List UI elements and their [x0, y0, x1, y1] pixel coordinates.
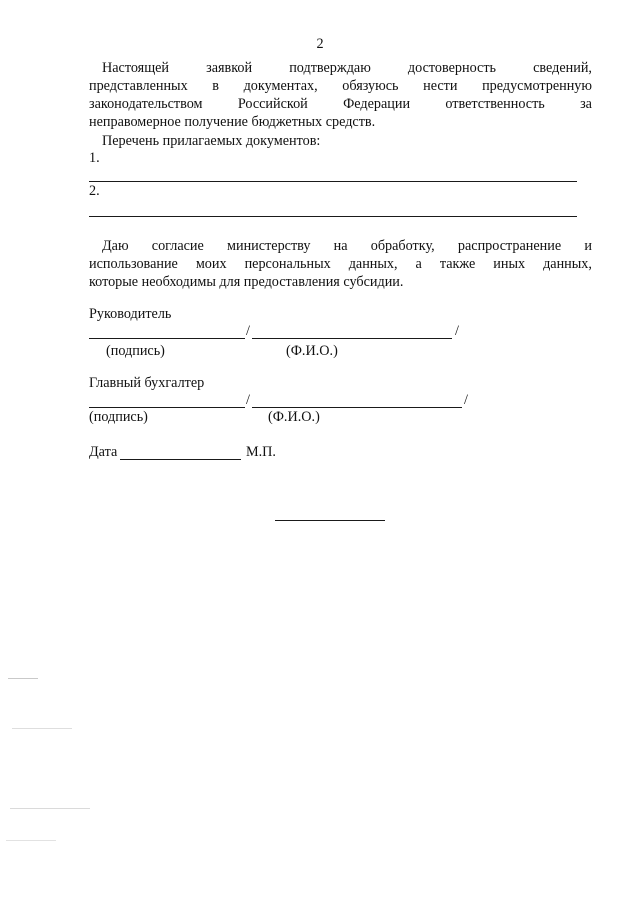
confirmation-line-1 — [102, 60, 592, 77]
word: обязуюсь — [342, 78, 399, 94]
document-item-1-number: 1. — [89, 150, 100, 166]
accountant-signature-caption: (подпись) — [89, 409, 148, 425]
stamp-label: М.П. — [246, 444, 276, 460]
word: Российской — [237, 96, 308, 112]
word: иных — [493, 256, 526, 272]
accountant-end-slash: / — [464, 392, 468, 408]
scan-artifact — [12, 728, 72, 729]
word: распространение — [457, 238, 562, 254]
confirmation-line-4: неправомерное получение бюджетных средств. — [89, 114, 376, 130]
consent-line-1 — [102, 238, 592, 255]
confirmation-line-3 — [89, 96, 592, 113]
head-name-line[interactable] — [252, 338, 452, 339]
accountant-separator: / — [246, 392, 250, 408]
accountant-name-line[interactable] — [252, 407, 462, 408]
scan-artifact — [6, 840, 56, 841]
page-number: 2 — [316, 36, 324, 52]
word: сведений, — [533, 60, 592, 76]
documents-title: Перечень прилагаемых документов: — [102, 133, 321, 149]
word: нести — [423, 78, 458, 94]
word: данных, — [543, 256, 592, 272]
head-name-caption: (Ф.И.О.) — [286, 343, 338, 359]
word: а — [415, 256, 422, 272]
accountant-title: Главный бухгалтер — [89, 375, 205, 391]
word: представленных — [89, 78, 188, 94]
head-title: Руководитель — [89, 306, 172, 322]
word: обработку, — [370, 238, 435, 254]
word: предусмотренную — [482, 78, 592, 94]
word: Федерации — [343, 96, 411, 112]
head-signature-line[interactable] — [89, 338, 245, 339]
head-end-slash: / — [455, 323, 459, 339]
consent-line-3: которые необходимы для предоставления субсидии. — [89, 274, 404, 290]
word: согласие — [151, 238, 204, 254]
word: в — [212, 78, 219, 94]
word: за — [580, 96, 592, 112]
word: Даю — [102, 238, 129, 254]
document-item-2-number: 2. — [89, 183, 100, 199]
word: также — [439, 256, 476, 272]
word: и — [584, 238, 592, 254]
date-label: Дата — [89, 444, 118, 460]
scan-artifact — [10, 808, 90, 809]
scan-artifact — [8, 678, 38, 679]
document-item-2-line — [89, 216, 577, 217]
head-separator: / — [246, 323, 250, 339]
word: заявкой — [206, 60, 253, 76]
word: подтверждаю — [289, 60, 371, 76]
word: Настоящей — [102, 60, 170, 76]
confirmation-line-2 — [89, 78, 592, 95]
accountant-name-caption: (Ф.И.О.) — [268, 409, 320, 425]
word: моих — [195, 256, 227, 272]
word: документах, — [243, 78, 318, 94]
head-signature-caption: (подпись) — [106, 343, 165, 359]
word: министерству — [227, 238, 311, 254]
word: использование — [89, 256, 178, 272]
word: персональных — [244, 256, 331, 272]
word: законодательством — [89, 96, 203, 112]
consent-line-2 — [89, 256, 592, 273]
word: достоверность — [407, 60, 497, 76]
word: данных, — [348, 256, 398, 272]
accountant-signature-line[interactable] — [89, 407, 245, 408]
word: на — [333, 238, 348, 254]
end-of-document-rule — [275, 520, 385, 521]
date-line[interactable] — [120, 459, 241, 460]
document-item-1-line — [89, 181, 577, 182]
word: ответственность — [445, 96, 545, 112]
